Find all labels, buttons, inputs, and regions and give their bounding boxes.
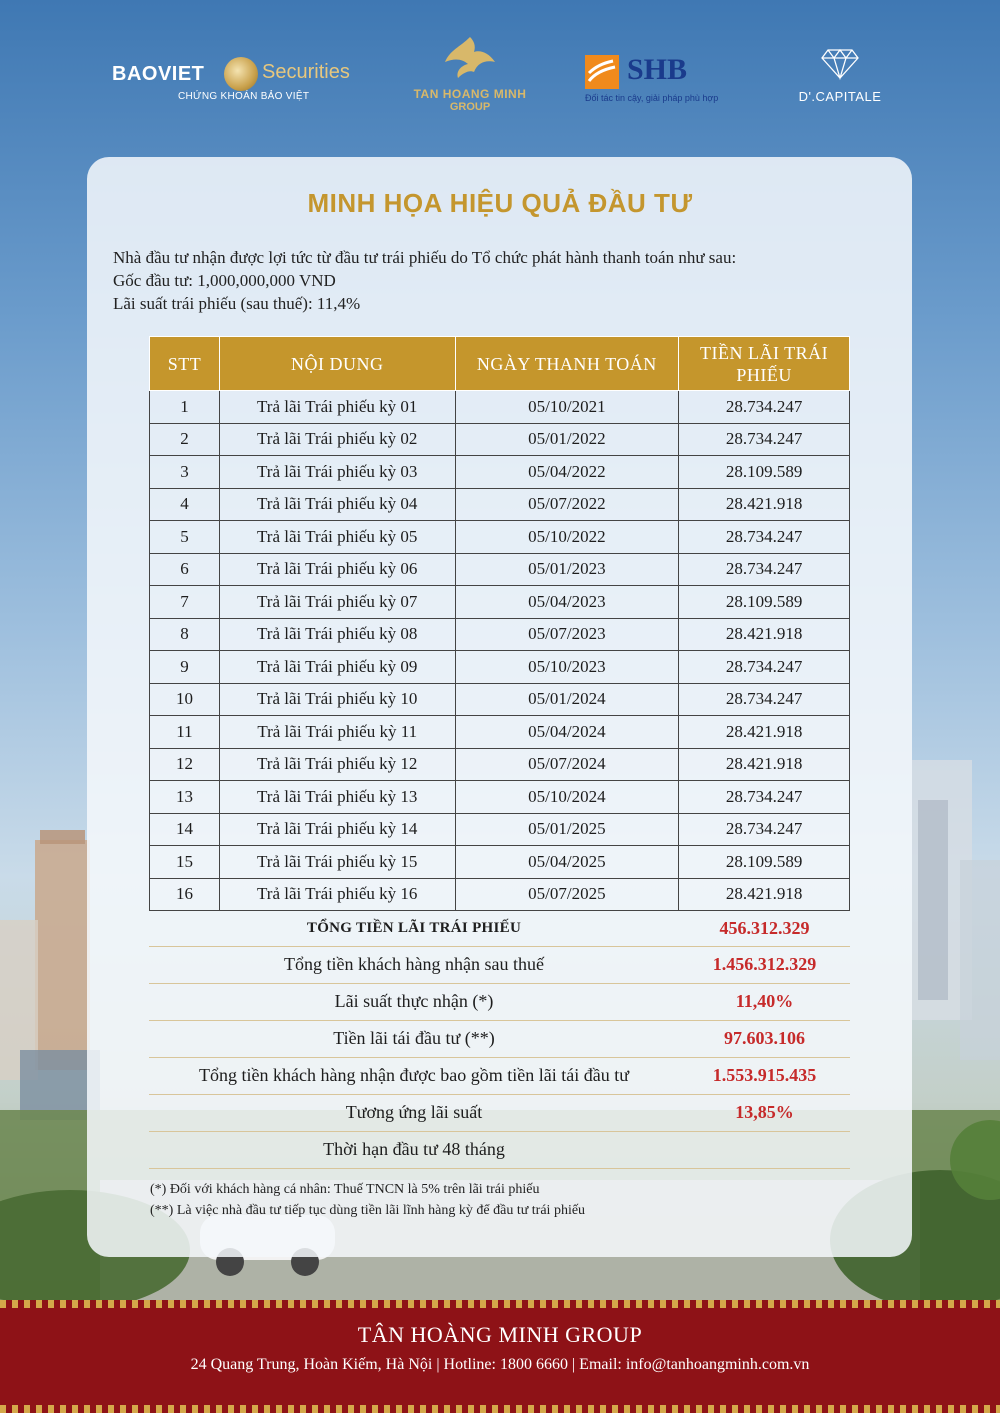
cell-tien-lai: 28.421.918	[679, 878, 850, 911]
cell-stt: 15	[150, 846, 220, 879]
cell-noi-dung: Trả lãi Trái phiếu kỳ 06	[219, 553, 455, 586]
diamond-icon	[820, 42, 860, 82]
table-row	[150, 391, 850, 424]
cell-stt: 2	[150, 423, 220, 456]
cell-noi-dung: Trả lãi Trái phiếu kỳ 03	[219, 456, 455, 489]
baoviet-orb-icon	[224, 57, 258, 91]
intro-text	[113, 246, 736, 315]
table-row	[150, 456, 850, 489]
cell-tien-lai: 28.109.589	[679, 586, 850, 619]
summary-label: Tương ứng lãi suất	[149, 1094, 679, 1131]
summary-value	[679, 1131, 850, 1168]
baoviet-securities-logo	[112, 55, 362, 110]
header-tien-lai: TIỀN LÃI TRÁI PHIẾU	[679, 337, 850, 391]
cell-stt: 16	[150, 878, 220, 911]
cell-stt: 5	[150, 521, 220, 554]
table-row	[150, 846, 850, 879]
summary-label: Lãi suất thực nhận (*)	[149, 983, 679, 1020]
summary-row	[149, 1057, 850, 1094]
shb-logo	[585, 55, 745, 110]
intro-line-2: Gốc đầu tư: 1,000,000,000 VND	[113, 271, 336, 290]
cell-ngay-thanh-toan: 05/04/2023	[455, 586, 679, 619]
cell-ngay-thanh-toan: 05/10/2023	[455, 651, 679, 684]
cell-tien-lai: 28.421.918	[679, 748, 850, 781]
cell-tien-lai: 28.421.918	[679, 618, 850, 651]
cell-ngay-thanh-toan: 05/10/2021	[455, 391, 679, 424]
summary-row	[149, 911, 850, 946]
table-row	[150, 553, 850, 586]
summary-value: 97.603.106	[679, 1020, 850, 1057]
cell-tien-lai: 28.734.247	[679, 781, 850, 814]
cell-tien-lai: 28.109.589	[679, 846, 850, 879]
table-row	[150, 651, 850, 684]
cell-stt: 9	[150, 651, 220, 684]
cell-stt: 13	[150, 781, 220, 814]
table-row	[150, 586, 850, 619]
cell-ngay-thanh-toan: 05/04/2025	[455, 846, 679, 879]
cell-noi-dung: Trả lãi Trái phiếu kỳ 12	[219, 748, 455, 781]
cell-stt: 14	[150, 813, 220, 846]
cell-ngay-thanh-toan: 05/07/2024	[455, 748, 679, 781]
summary-value: 11,40%	[679, 983, 850, 1020]
summary-row	[149, 946, 850, 983]
cell-ngay-thanh-toan: 05/01/2025	[455, 813, 679, 846]
summary-value: 1.456.312.329	[679, 946, 850, 983]
cell-stt: 1	[150, 391, 220, 424]
cell-tien-lai: 28.421.918	[679, 488, 850, 521]
intro-line-1: Nhà đầu tư nhận được lợi tức từ đầu tư trái phiếu do Tổ chức phát hành thanh toán như sau:	[113, 248, 737, 267]
page-title: MINH HỌA HIỆU QUẢ ĐẦU TƯ	[307, 188, 693, 218]
phoenix-icon	[440, 32, 500, 82]
cell-tien-lai: 28.734.247	[679, 521, 850, 554]
cell-noi-dung: Trả lãi Trái phiếu kỳ 14	[219, 813, 455, 846]
baoviet-securities-text: Securities	[262, 61, 350, 83]
cell-ngay-thanh-toan: 05/10/2022	[455, 521, 679, 554]
cell-stt: 8	[150, 618, 220, 651]
cell-noi-dung: Trả lãi Trái phiếu kỳ 04	[219, 488, 455, 521]
cell-tien-lai: 28.734.247	[679, 423, 850, 456]
cell-ngay-thanh-toan: 05/01/2023	[455, 553, 679, 586]
cell-noi-dung: Trả lãi Trái phiếu kỳ 01	[219, 391, 455, 424]
cell-stt: 3	[150, 456, 220, 489]
cell-tien-lai: 28.734.247	[679, 683, 850, 716]
baoviet-subtitle: CHỨNG KHOÁN BẢO VIỆT	[178, 91, 310, 102]
shb-slogan: Đối tác tin cậy, giải pháp phù hợp	[585, 93, 719, 103]
table-row	[150, 716, 850, 749]
footnotes	[150, 1179, 585, 1221]
cell-stt: 4	[150, 488, 220, 521]
cell-tien-lai: 28.734.247	[679, 651, 850, 684]
cell-tien-lai: 28.734.247	[679, 391, 850, 424]
table-row	[150, 813, 850, 846]
cell-ngay-thanh-toan: 05/10/2024	[455, 781, 679, 814]
cell-noi-dung: Trả lãi Trái phiếu kỳ 16	[219, 878, 455, 911]
cell-noi-dung: Trả lãi Trái phiếu kỳ 07	[219, 586, 455, 619]
summary-row	[149, 1094, 850, 1131]
table-row	[150, 423, 850, 456]
baoviet-wordmark: BAOVIET	[112, 63, 205, 85]
summary-label: TỔNG TIỀN LÃI TRÁI PHIẾU	[149, 911, 679, 946]
summary-value: 1.553.915.435	[679, 1057, 850, 1094]
cell-noi-dung: Trả lãi Trái phiếu kỳ 13	[219, 781, 455, 814]
summary-value: 456.312.329	[679, 911, 850, 946]
cell-stt: 11	[150, 716, 220, 749]
cell-stt: 7	[150, 586, 220, 619]
header-ngay-thanh-toan: NGÀY THANH TOÁN	[455, 337, 679, 391]
summary-label: Tổng tiền khách hàng nhận sau thuế	[149, 946, 679, 983]
footer-contact: 24 Quang Trung, Hoàn Kiếm, Hà Nội | Hotline: 1800 6660 | Email: info@tanhoangminh.com.vn	[190, 1356, 810, 1373]
cell-noi-dung: Trả lãi Trái phiếu kỳ 08	[219, 618, 455, 651]
cell-tien-lai: 28.734.247	[679, 553, 850, 586]
tan-hoang-minh-group: GROUP	[449, 101, 491, 113]
cell-tien-lai: 28.734.247	[679, 813, 850, 846]
summary-row	[149, 983, 850, 1020]
cell-noi-dung: Trả lãi Trái phiếu kỳ 05	[219, 521, 455, 554]
summary-row	[149, 1131, 850, 1168]
tan-hoang-minh-logo	[395, 32, 545, 122]
table-header-row	[150, 337, 850, 391]
header-noi-dung: NỘI DUNG	[219, 337, 455, 391]
cell-tien-lai: 28.421.918	[679, 716, 850, 749]
shb-mark-icon	[585, 55, 619, 89]
cell-ngay-thanh-toan: 05/07/2022	[455, 488, 679, 521]
cell-noi-dung: Trả lãi Trái phiếu kỳ 02	[219, 423, 455, 456]
summary-label: Thời hạn đầu tư 48 tháng	[149, 1131, 679, 1168]
cell-ngay-thanh-toan: 05/01/2024	[455, 683, 679, 716]
cell-noi-dung: Trả lãi Trái phiếu kỳ 10	[219, 683, 455, 716]
cell-stt: 10	[150, 683, 220, 716]
cell-ngay-thanh-toan: 05/07/2025	[455, 878, 679, 911]
table-row	[150, 618, 850, 651]
dcapitale-logo	[785, 42, 895, 112]
cell-noi-dung: Trả lãi Trái phiếu kỳ 15	[219, 846, 455, 879]
cell-noi-dung: Trả lãi Trái phiếu kỳ 11	[219, 716, 455, 749]
footnote-1: (*) Đối với khách hàng cá nhân: Thuế TNCN là 5% trên lãi trái phiếu	[150, 1182, 540, 1197]
summary-label: Tổng tiền khách hàng nhận được bao gồm tiền lãi tái đầu tư	[149, 1057, 679, 1094]
summary-value: 13,85%	[679, 1094, 850, 1131]
shb-wordmark: SHB	[627, 53, 688, 86]
footer-pattern-top	[0, 1300, 1000, 1308]
footnote-2: (**) Là việc nhà đầu tư tiếp tục dùng tiền lãi lĩnh hàng kỳ để đầu tư trái phiếu	[150, 1203, 586, 1218]
table-row	[150, 521, 850, 554]
cell-stt: 6	[150, 553, 220, 586]
cell-ngay-thanh-toan: 05/04/2022	[455, 456, 679, 489]
dcapitale-wordmark: D'.CAPITALE	[798, 89, 882, 104]
table-row	[150, 488, 850, 521]
footer-pattern-bottom	[0, 1405, 1000, 1413]
table-row	[150, 748, 850, 781]
table-row	[150, 683, 850, 716]
table-row	[150, 781, 850, 814]
cell-ngay-thanh-toan: 05/01/2022	[455, 423, 679, 456]
summary-row	[149, 1020, 850, 1057]
summary-table	[149, 911, 850, 1169]
header-stt: STT	[150, 337, 220, 391]
footer-company-name: TÂN HOÀNG MINH GROUP	[357, 1322, 643, 1347]
cell-stt: 12	[150, 748, 220, 781]
cell-tien-lai: 28.109.589	[679, 456, 850, 489]
cell-ngay-thanh-toan: 05/04/2024	[455, 716, 679, 749]
cell-ngay-thanh-toan: 05/07/2023	[455, 618, 679, 651]
summary-label: Tiền lãi tái đầu tư (**)	[149, 1020, 679, 1057]
bond-interest-table	[149, 336, 850, 911]
intro-line-3: Lãi suất trái phiếu (sau thuế): 11,4%	[113, 294, 361, 313]
table-row	[150, 878, 850, 911]
tan-hoang-minh-name: TAN HOANG MINH	[413, 87, 527, 101]
cell-noi-dung: Trả lãi Trái phiếu kỳ 09	[219, 651, 455, 684]
